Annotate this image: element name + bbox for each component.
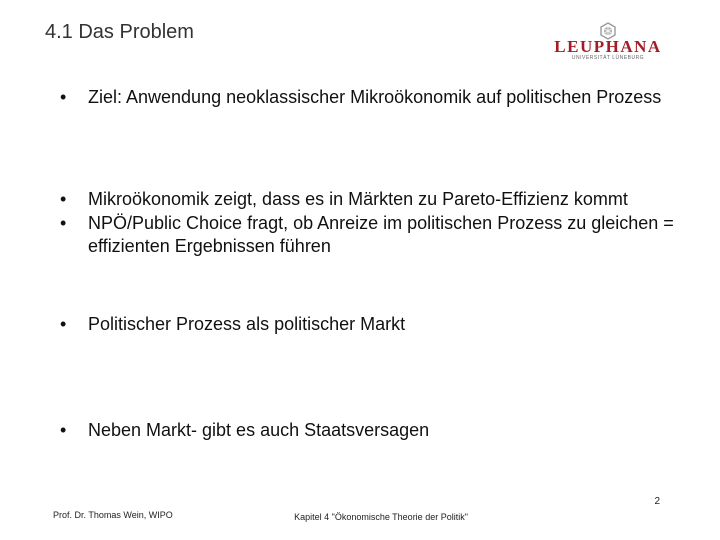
- bullet-item: [60, 188, 700, 211]
- leuphana-logo: [548, 22, 668, 62]
- bullet-text: Ziel: Anwendung neoklassischer Mikroökonomik auf politischen Prozess: [88, 87, 662, 107]
- bullet-item: [60, 212, 700, 258]
- bullet-item: [60, 86, 700, 109]
- page-number: 2: [654, 496, 660, 507]
- slide-title: 4.1 Das Problem: [45, 21, 194, 43]
- footer-chapter: Kapitel 4 "Ökonomische Theorie der Politik": [294, 512, 468, 522]
- bullet-text: Neben Markt- gibt es auch Staatsversagen: [88, 420, 430, 440]
- logo-name: LEUPHANA: [554, 37, 662, 56]
- logo-subtitle: UNIVERSITÄT LÜNEBURG: [571, 55, 645, 61]
- bullet-marker: •: [60, 213, 67, 233]
- bullet-marker: •: [60, 420, 67, 440]
- bullet-marker: •: [60, 314, 67, 334]
- bullet-text: Politischer Prozess als politischer Markt: [88, 314, 406, 334]
- bullet-text: NPÖ/Public Choice fragt, ob Anreize im politischen Prozess zu gleichen = effizienten Ergebnissen führen: [88, 213, 674, 256]
- bullet-text: Mikroökonomik zeigt, dass es in Märkten zu Pareto-Effizienz kommt: [88, 189, 628, 209]
- bullet-item: [60, 313, 700, 336]
- bullet-marker: •: [60, 87, 67, 107]
- bullet-item: [60, 419, 700, 442]
- footer-author: Prof. Dr. Thomas Wein, WIPO: [53, 510, 173, 520]
- bullet-marker: •: [60, 189, 67, 209]
